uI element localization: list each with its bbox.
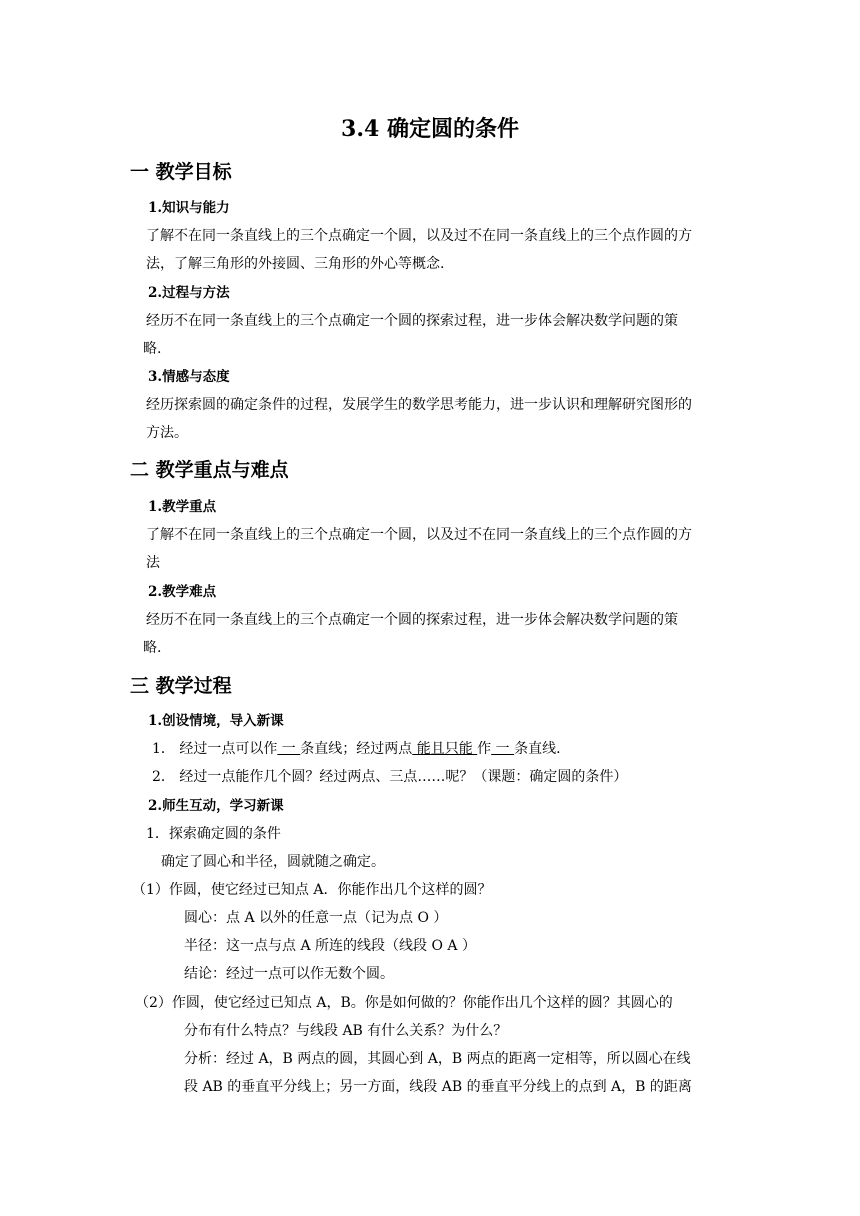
subheading-scenario: 1.创设情境，导入新课 [148, 713, 284, 729]
question-text: 1． 经过一点可以作 [152, 741, 278, 757]
answer-blank: 能且只能 [412, 741, 478, 757]
paragraph-line: 略. [143, 341, 162, 357]
question-text: 作 [477, 741, 492, 757]
paragraph-line: 分布有什么特点？与线段 AB 有什么关系？为什么？ [184, 1023, 508, 1039]
answer-blank: 一 [277, 741, 301, 757]
paragraph-line: 圆心：点 A 以外的任意一点（记为点 O ） [184, 910, 448, 926]
subheading-knowledge-ability: 1.知识与能力 [148, 200, 230, 216]
paragraph-line: （1）作圆，使它经过已知点 A．你能作出几个这样的圆？ [132, 882, 492, 898]
paragraph-line: 结论：经过一点可以作无数个圆。 [184, 966, 394, 982]
answer-blank: 一 [491, 741, 515, 757]
paragraph-line: 经历不在同一条直线上的三个点确定一个圆的探索过程，进一步体会解决数学问题的策 [146, 313, 678, 329]
paragraph-line: 了解不在同一条直线上的三个点确定一个圆，以及过不在同一条直线上的三个点作圆的方 [146, 228, 692, 244]
document-title: 3.4 确定圆的条件 [341, 116, 519, 142]
paragraph-line: 了解不在同一条直线上的三个点确定一个圆，以及过不在同一条直线上的三个点作圆的方 [146, 527, 692, 543]
subheading-process-method: 2.过程与方法 [148, 285, 230, 301]
paragraph-line: 经历探索圆的确定条件的过程，发展学生的数学思考能力，进一步认识和理解研究图形的 [146, 397, 692, 413]
question-text: 条直线. [514, 741, 561, 757]
list-item: 1．探索确定圆的条件 [146, 826, 281, 842]
section-heading-key-points: 二 教学重点与难点 [130, 459, 289, 481]
question-line-2: 2． 经过一点能作几个圆？经过两点、三点……呢？（课题：确定圆的条件） [152, 769, 628, 785]
paragraph-line: 略. [143, 640, 162, 656]
subheading-difficulty: 2.教学难点 [148, 584, 217, 600]
paragraph-line: 法，了解三角形的外接圆、三角形的外心等概念. [146, 256, 445, 272]
paragraph-line: 确定了圆心和半径，圆就随之确定。 [161, 854, 385, 870]
subheading-key-point: 1.教学重点 [148, 499, 217, 515]
question-line-1 [152, 739, 561, 759]
question-text: 条直线；经过两点 [300, 741, 413, 757]
paragraph-line: 半径：这一点与点 A 所连的线段（线段 O A ） [184, 938, 476, 954]
paragraph-line: 经历不在同一条直线上的三个点确定一个圆的探索过程，进一步体会解决数学问题的策 [146, 612, 678, 628]
paragraph-line: 法 [146, 555, 160, 571]
paragraph-line: 段 AB 的垂直平分线上；另一方面，线段 AB 的垂直平分线上的点到 A，B 的距离 [184, 1079, 692, 1095]
subheading-interaction: 2.师生互动，学习新课 [148, 798, 284, 814]
section-heading-process: 三 教学过程 [130, 675, 232, 697]
paragraph-line: （2）作圆，使它经过已知点 A，B。你是如何做的？你能作出几个这样的圆？其圆心的 [135, 995, 673, 1011]
paragraph-line: 方法。 [146, 425, 188, 441]
subheading-emotion-attitude: 3.情感与态度 [148, 369, 230, 385]
section-heading-objectives: 一 教学目标 [130, 161, 232, 183]
paragraph-line: 分析：经过 A，B 两点的圆，其圆心到 A，B 两点的距离一定相等，所以圆心在线 [184, 1051, 691, 1067]
